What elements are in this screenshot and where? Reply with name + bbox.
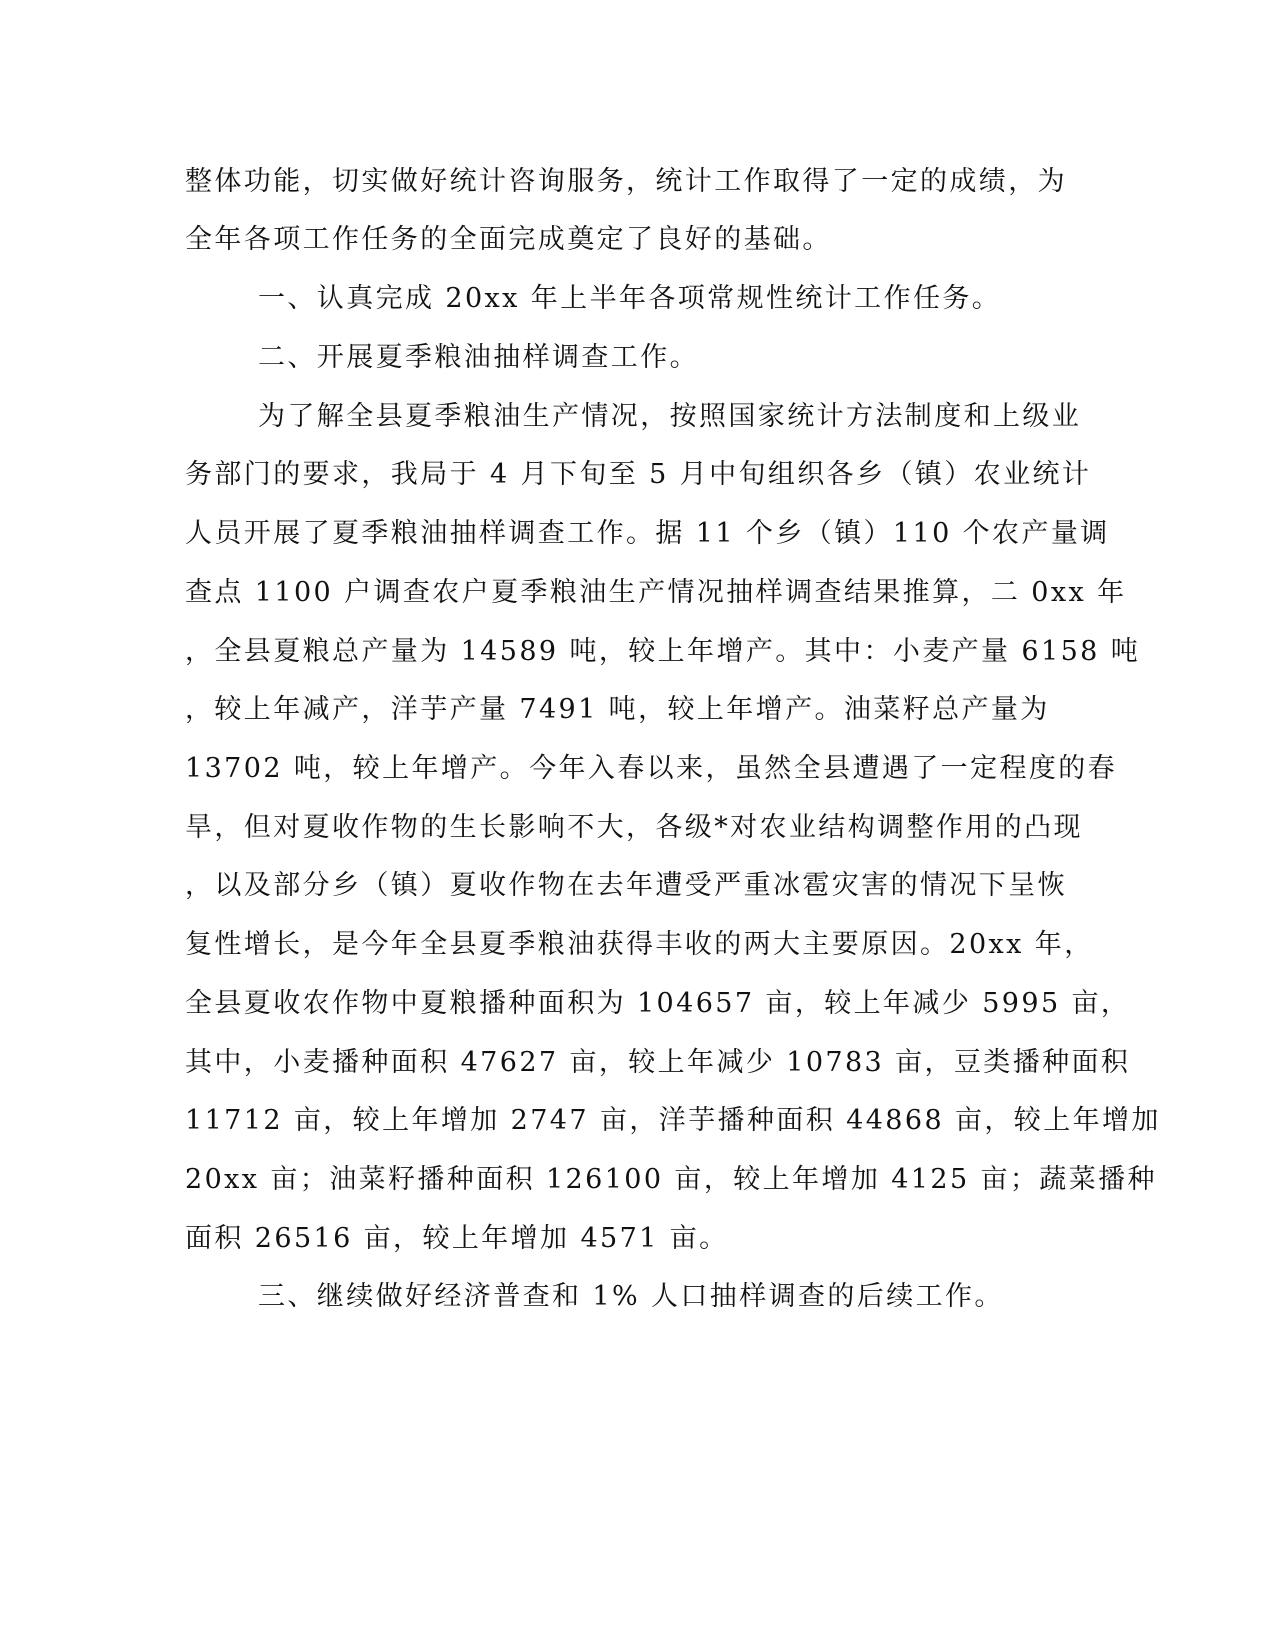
paragraph-line: 人员开展了夏季粮油抽样调查工作。据 11 个乡（镇）110 个农产量调	[185, 518, 1110, 549]
paragraph-line: 复性增长，是今年全县夏季粮油获得丰收的两大主要原因。20xx 年，	[185, 929, 1094, 960]
section-heading-3: 三、继续做好经济普查和 1% 人口抽样调查的后续工作。	[258, 1281, 1004, 1312]
paragraph-line: ，较上年减产，洋芋产量 7491 吨，较上年增产。油菜籽总产量为	[185, 694, 1050, 725]
section-heading-1: 一、认真完成 20xx 年上半年各项常规性统计工作任务。	[258, 283, 1002, 314]
paragraph-line: 其中，小麦播种面积 47627 亩，较上年减少 10783 亩，豆类播种面积	[185, 1047, 1131, 1078]
paragraph-line: 为了解全县夏季粮油生产情况，按照国家统计方法制度和上级业	[258, 401, 1082, 432]
text-line: 全年各项工作任务的全面完成奠定了良好的基础。	[185, 224, 832, 255]
paragraph-line: 查点 1100 户调查农户夏季粮油生产情况抽样调查结果推算，二 0xx 年	[185, 577, 1127, 608]
paragraph-line: 全县夏收农作物中夏粮播种面积为 104657 亩，较上年减少 5995 亩，	[185, 988, 1131, 1019]
paragraph-line: 务部门的要求，我局于 4 月下旬至 5 月中旬组织各乡（镇）农业统计	[185, 459, 1092, 490]
paragraph-line: ，全县夏粮总产量为 14589 吨，较上年增产。其中：小麦产量 6158 吨	[185, 636, 1141, 667]
paragraph-line: ，以及部分乡（镇）夏收作物在去年遭受严重冰雹灾害的情况下呈恢	[185, 870, 1067, 901]
paragraph-line: 11712 亩，较上年增加 2747 亩，洋芋播种面积 44868 亩，较上年增加	[185, 1105, 1161, 1136]
paragraph-line: 13702 吨，较上年增产。今年入春以来，虽然全县遭遇了一定程度的春	[185, 753, 1118, 784]
paragraph-line: 20xx 亩；油菜籽播种面积 126100 亩，较上年增加 4125 亩；蔬菜播种	[185, 1164, 1157, 1195]
paragraph-line: 面积 26516 亩，较上年增加 4571 亩。	[185, 1223, 729, 1254]
paragraph-line: 旱，但对夏收作物的生长影响不大，各级*对农业结构调整作用的凸现	[185, 812, 1083, 843]
text-line: 整体功能，切实做好统计咨询服务，统计工作取得了一定的成绩，为	[185, 166, 1067, 197]
section-heading-2: 二、开展夏季粮油抽样调查工作。	[258, 342, 699, 373]
